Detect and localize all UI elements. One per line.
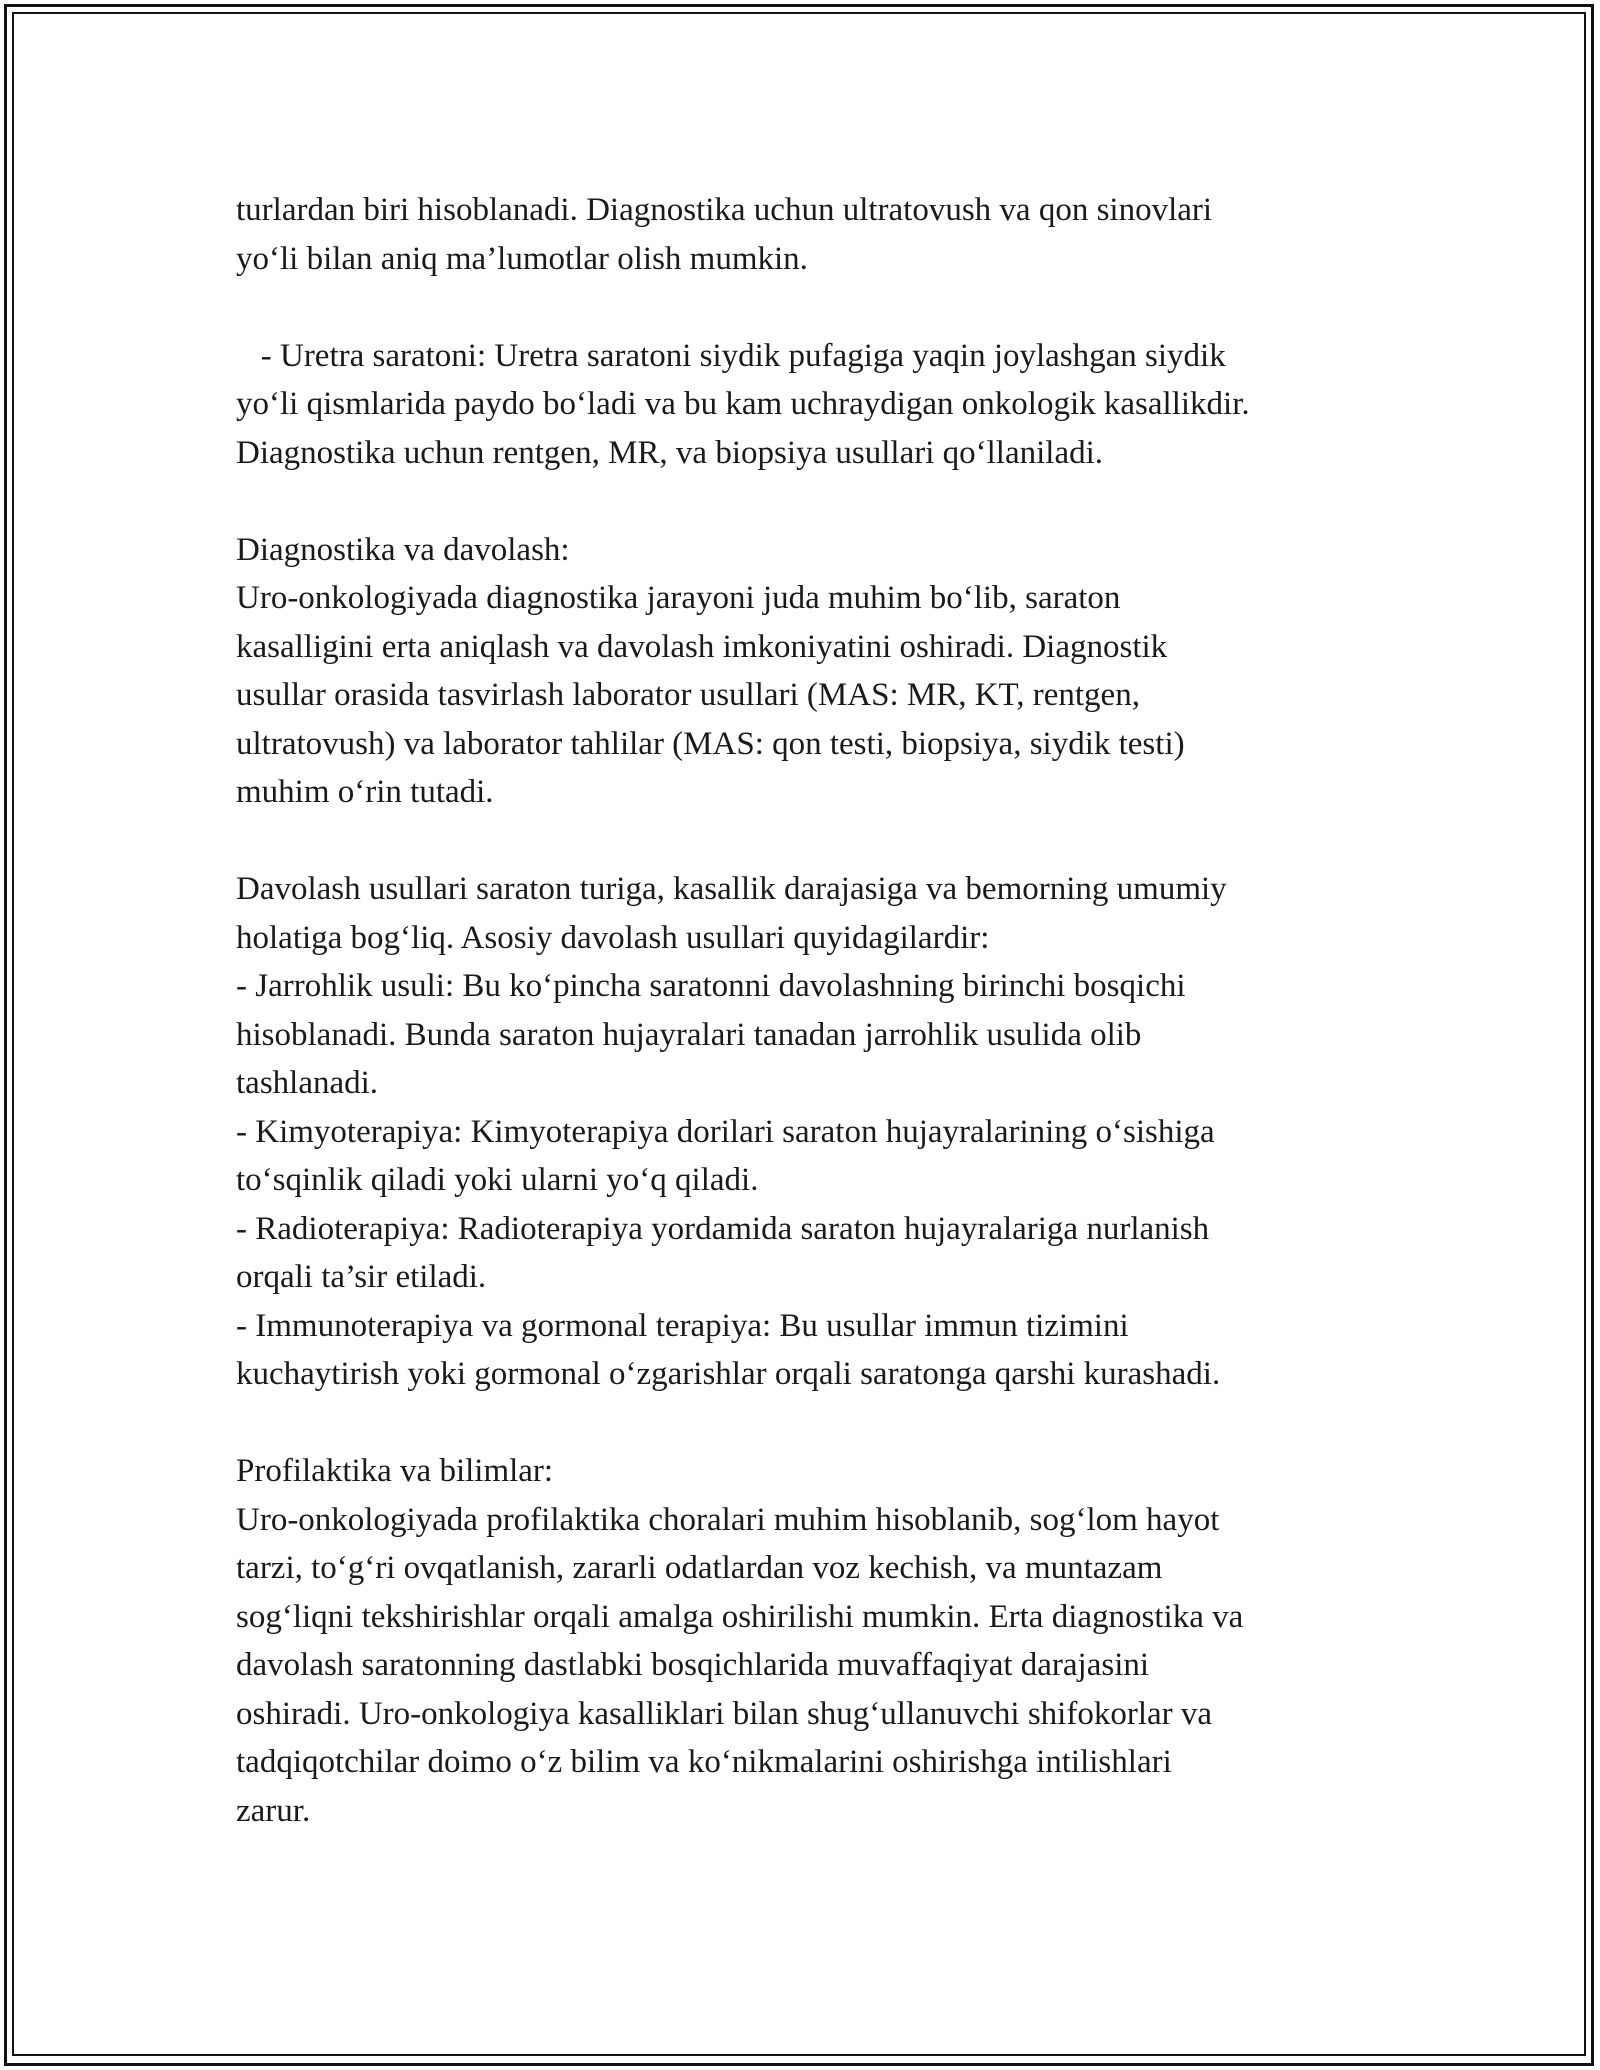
text-line: sog‘liqni tekshirishlar orqali amalga oshirilishi mumkin. Erta diagnostika va <box>236 1598 1244 1635</box>
text-line: Uro-onkologiyada diagnostika jarayoni juda muhim bo‘lib, saraton <box>236 580 1121 616</box>
paragraph-profilaktika-va-bilimlar <box>236 1447 1396 1835</box>
text-line: ultratovush) va laborator tahlilar (MAS: qon testi, biopsiya, siydik testi) <box>236 725 1185 762</box>
paragraph-diagnostika-va-davolash <box>236 526 1396 817</box>
text-line: kasalligini erta aniqlash va davolash imkoniyatini oshiradi. Diagnostik <box>236 628 1168 665</box>
text-line: - Uretra saratoni: Uretra saratoni siydik pufagiga yaqin joylashgan siydik <box>236 337 1226 374</box>
text-line: yo‘li qismlarida paydo bo‘ladi va bu kam uchraydigan onkologik kasallikdir. <box>236 386 1250 422</box>
paragraph-gap <box>236 817 1396 866</box>
text-line: yo‘li bilan aniq ma’lumotlar olish mumkin. <box>236 240 808 277</box>
text-line: davolash saratonning dastlabki bosqichlarida muvaffaqiyat darajasini <box>236 1647 1150 1683</box>
text-line: holatiga bog‘liq. Asosiy davolash usullari quyidagilardir: <box>236 919 990 956</box>
text-line: Uro-onkologiyada profilaktika choralari muhim hisoblanib, sog‘lom hayot <box>236 1501 1220 1538</box>
paragraph-gap <box>236 1399 1396 1448</box>
document-body <box>236 186 1396 1835</box>
text-line: usullar orasida tasvirlash laborator usullari (MAS: MR, KT, rentgen, <box>236 677 1140 713</box>
text-line: tadqiqotchilar doimo o‘z bilim va ko‘nikmalarini oshirishga intilishlari <box>236 1744 1172 1780</box>
paragraph-uretra-saratoni <box>236 332 1396 478</box>
paragraph-gap <box>236 477 1396 526</box>
text-line: oshiradi. Uro-onkologiya kasalliklari bilan shug‘ullanuvchi shifokorlar va <box>236 1695 1213 1732</box>
paragraph-intro-continuation <box>236 186 1396 283</box>
list-item-line: - Kimyoterapiya: Kimyoterapiya dorilari saraton hujayralarining o‘sishiga <box>236 1113 1215 1150</box>
text-line: Diagnostika uchun rentgen, MR, va biopsiya usullari qo‘llaniladi. <box>236 434 1104 471</box>
text-line: orqali ta’sir etiladi. <box>236 1259 487 1295</box>
section-heading: Profilaktika va bilimlar: <box>236 1453 554 1489</box>
section-heading: Diagnostika va davolash: <box>236 531 570 568</box>
list-item-line: - Radioterapiya: Radioterapiya yordamida saraton hujayralariga nurlanish <box>236 1210 1210 1247</box>
text-line: tashlanadi. <box>236 1065 379 1101</box>
text-line: hisoblanadi. Bunda saraton hujayralari tanadan jarrohlik usulida olib <box>236 1016 1142 1053</box>
text-line: Davolash usullari saraton turiga, kasallik darajasiga va bemorning umumiy <box>236 871 1227 907</box>
text-line: muhim o‘rin tutadi. <box>236 774 494 810</box>
list-item-line: - Immunoterapiya va gormonal terapiya: Bu usullar immun tizimini <box>236 1307 1129 1344</box>
paragraph-davolash-usullari <box>236 865 1396 1399</box>
text-line: turlardan biri hisoblanadi. Diagnostika uchun ultratovush va qon sinovlari <box>236 192 1213 228</box>
paragraph-gap <box>236 283 1396 332</box>
text-line: tarzi, to‘g‘ri ovqatlanish, zararli odatlardan voz kechish, va muntazam <box>236 1550 1163 1586</box>
text-line: kuchaytirish yoki gormonal o‘zgarishlar orqali saratonga qarshi kurashadi. <box>236 1356 1221 1392</box>
text-line: to‘sqinlik qiladi yoki ularni yo‘q qiladi. <box>236 1162 759 1198</box>
list-item-line: - Jarrohlik usuli: Bu ko‘pincha saratonni davolashning birinchi bosqichi <box>236 968 1186 1004</box>
text-line: zarur. <box>236 1792 311 1829</box>
